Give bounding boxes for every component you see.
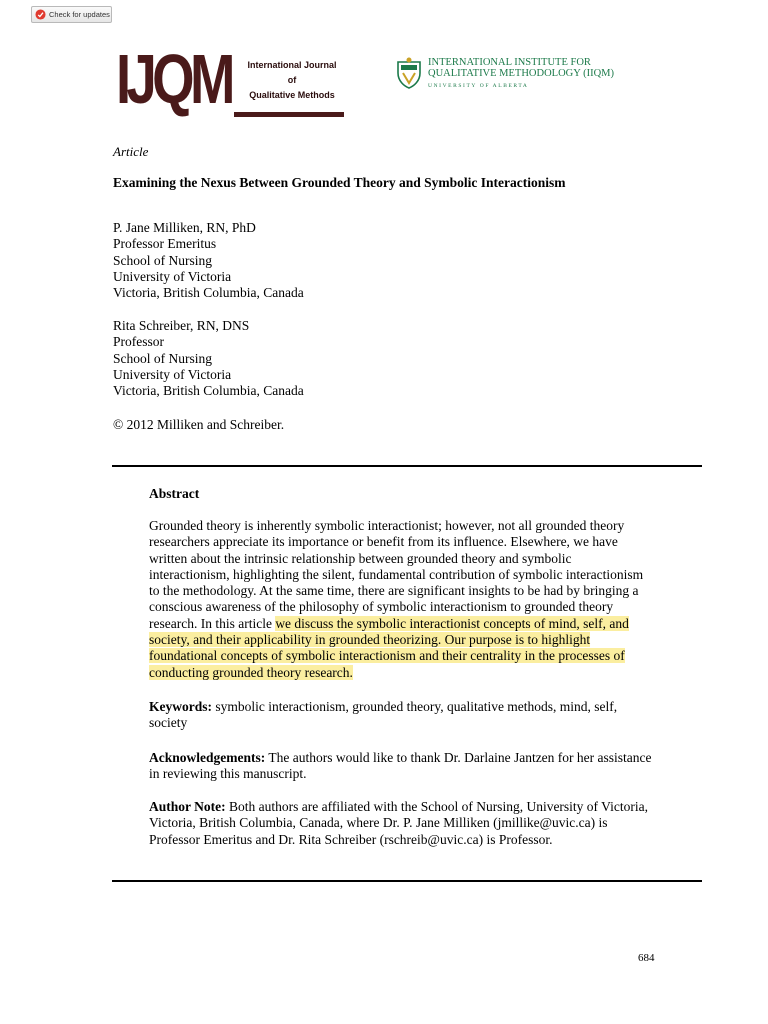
- institute-name: [428, 57, 614, 79]
- journal-name-line3: Qualitative Methods: [249, 90, 335, 100]
- bottom-divider: [112, 880, 702, 882]
- abstract-highlight[interactable]: we discuss the symbolic interactionist concepts of mind, self, and: [275, 615, 629, 631]
- abstract-text: interactionism, highlighting the silent, fundamental contribution of symbolic interactionism: [149, 566, 644, 582]
- abstract-text: researchers appreciate its importance or benefit from its influence. Elsewhere, we have: [149, 534, 618, 550]
- abstract-line: [149, 632, 669, 648]
- abstract-line: [149, 583, 669, 599]
- keywords-text-cont: society: [149, 715, 188, 731]
- institute-name-line1: INTERNATIONAL INSTITUTE FOR: [428, 57, 591, 68]
- abstract-body: [149, 518, 669, 681]
- journal-name-line2: of: [287, 75, 297, 85]
- author-position: Professor Emeritus: [113, 236, 217, 252]
- author-block-1: [113, 220, 304, 301]
- article-type-label: Article: [113, 144, 149, 159]
- abstract-text: research. In this article: [149, 615, 276, 631]
- abstract-text: Grounded theory is inherently symbolic interactionist; however, not all grounded theory: [149, 518, 625, 533]
- check-for-updates-button[interactable]: [31, 6, 112, 23]
- author-note-label: Author Note:: [149, 799, 226, 814]
- abstract-heading: Abstract: [149, 486, 200, 501]
- abstract-highlight[interactable]: society, and their applicability in grounded theorizing. Our purpose is to highlight: [149, 632, 591, 648]
- author-school: School of Nursing: [113, 350, 212, 366]
- author-school: School of Nursing: [113, 252, 212, 268]
- abstract-highlight[interactable]: foundational concepts of symbolic interactionism and their centrality in the processes of: [149, 648, 625, 664]
- author-note-text-cont: Victoria, British Columbia, Canada, where Dr. P. Jane Milliken (jmillike@uvic.ca) is: [149, 815, 608, 831]
- check-for-updates-label: Check for updates: [49, 10, 110, 19]
- author-name: P. Jane Milliken, RN, PhD: [113, 220, 256, 235]
- acknowledgements-section: [149, 750, 669, 783]
- abstract-line: [149, 599, 669, 615]
- abstract-line: [149, 616, 669, 632]
- acknowledgements-text: The authors would like to thank Dr. Darlaine Jantzen for her assistance: [265, 750, 652, 765]
- author-name: Rita Schreiber, RN, DNS: [113, 318, 250, 333]
- abstract-line: [149, 551, 669, 567]
- article-title: Examining the Nexus Between Grounded Theory and Symbolic Interactionism: [113, 175, 566, 190]
- author-position: Professor: [113, 334, 164, 350]
- crossmark-icon: [35, 9, 46, 20]
- journal-logo-bar: [234, 112, 344, 117]
- author-university: University of Victoria: [113, 268, 232, 284]
- author-university: University of Victoria: [113, 366, 232, 382]
- abstract-highlight[interactable]: conducting grounded theory research.: [149, 664, 353, 680]
- author-note-text: Both authors are affiliated with the School of Nursing, University of Victoria,: [225, 799, 648, 814]
- abstract-text: conscious awareness of the philosophy of symbolic interactionism to grounded theory: [149, 599, 614, 615]
- abstract-line: [149, 534, 669, 550]
- abstract-line: [149, 567, 669, 583]
- institute-name-line2: QUALITATIVE METHODOLOGY (IIQM): [428, 68, 614, 79]
- university-crest-icon: [395, 57, 423, 89]
- author-location: Victoria, British Columbia, Canada: [113, 285, 304, 301]
- keywords-label: Keywords:: [149, 699, 212, 714]
- abstract-line: [149, 518, 669, 534]
- abstract-text: to the methodology. At the same time, there are significant insights to be had by bringing a: [149, 583, 639, 599]
- copyright-notice: © 2012 Milliken and Schreiber.: [113, 417, 285, 432]
- acknowledgements-label: Acknowledgements:: [149, 750, 266, 765]
- journal-logo-letters: IJQM: [116, 40, 231, 118]
- keywords-section: [149, 699, 669, 732]
- institute-university: UNIVERSITY OF ALBERTA: [428, 83, 529, 89]
- author-note-section: [149, 799, 669, 848]
- author-location: Victoria, British Columbia, Canada: [113, 383, 304, 399]
- acknowledgements-text-cont: in reviewing this manuscript.: [149, 766, 307, 782]
- journal-logo: [116, 40, 346, 120]
- abstract-text: written about the intrinsic relationship between grounded theory and symbolic: [149, 550, 572, 566]
- institute-logo: [395, 55, 655, 95]
- page-number: 684: [638, 952, 655, 964]
- author-block-2: [113, 318, 304, 399]
- journal-logo-text: [238, 58, 346, 103]
- keywords-text: symbolic interactionism, grounded theory, qualitative methods, mind, self,: [212, 699, 618, 714]
- author-note-text-cont: Professor Emeritus and Dr. Rita Schreiber (rschreib@uvic.ca) is Professor.: [149, 831, 553, 847]
- abstract-line: [149, 648, 669, 664]
- abstract-line: [149, 665, 669, 681]
- journal-name-line1: International Journal: [247, 60, 337, 70]
- top-divider: [112, 465, 702, 467]
